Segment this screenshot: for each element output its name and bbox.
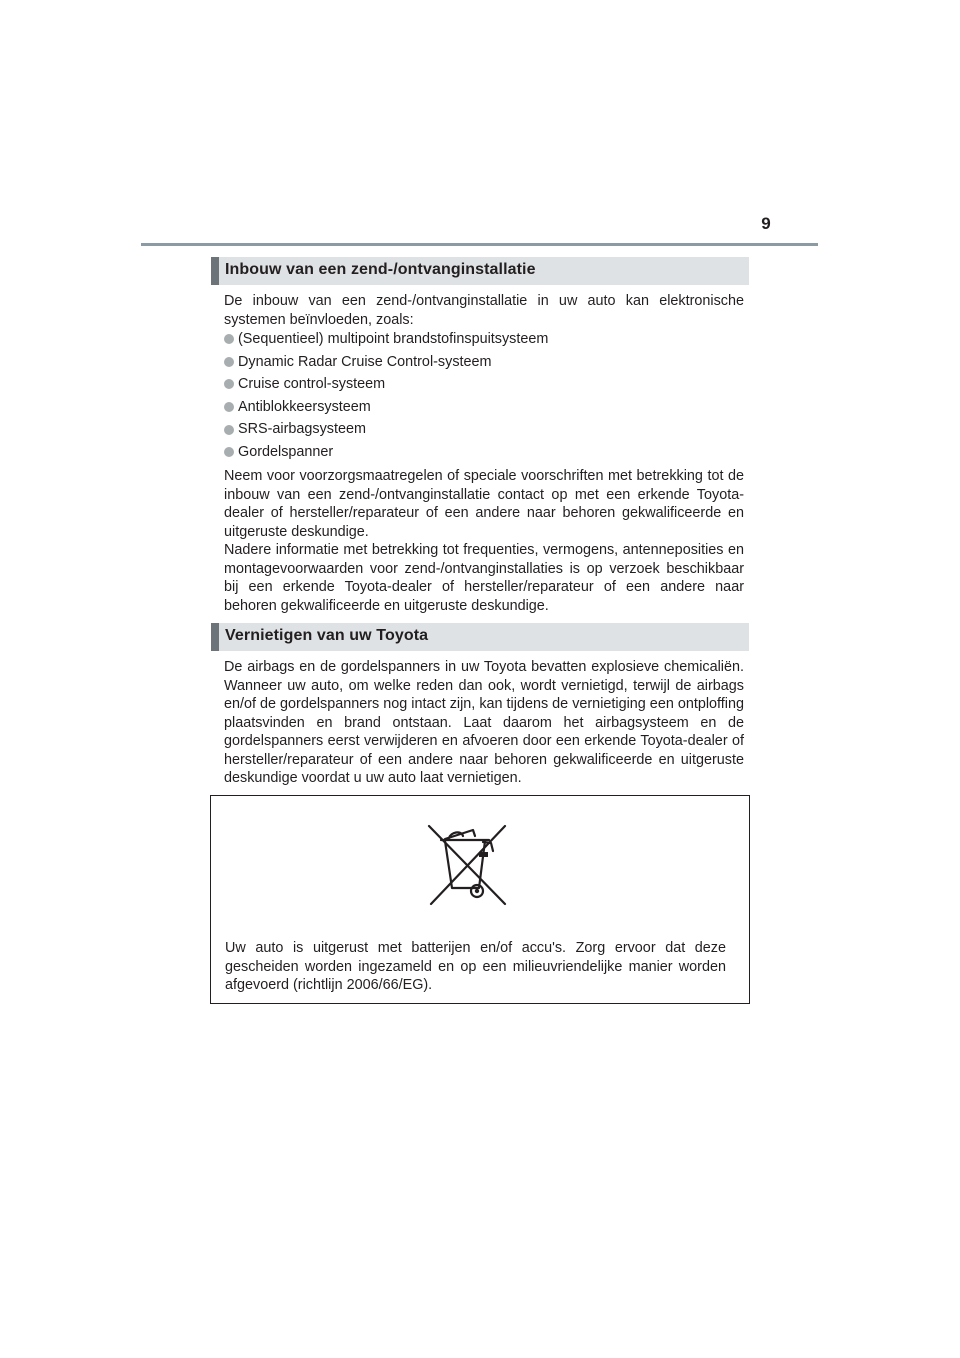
list-item <box>224 373 744 396</box>
list-item-label: Cruise control-systeem <box>238 376 386 393</box>
list-item <box>224 351 744 374</box>
crossed-out-wheelie-bin-icon <box>427 824 509 908</box>
section-heading-radio-installation <box>211 257 749 285</box>
affected-systems-list <box>224 328 744 464</box>
list-item <box>224 418 744 441</box>
section-heading-disposal <box>211 623 749 651</box>
notice-text: Uw auto is uitgerust met batterijen en/of accu's. Zorg ervoor dat deze gescheiden worden ingezameld en op een milieuvriendelijke manier worden afgevoerd (richtlijn 2006/66/EG). <box>225 940 726 993</box>
section1-intro <box>224 292 744 329</box>
section1-paragraph-2 <box>224 541 744 615</box>
body-paragraph: Neem voor voorzorgsmaatregelen of speciale voorschriften met betrekking tot de inbouw van een zend-/ontvanginstallatie contact op met een erkende Toyota-dealer of hersteller/reparateur of een andere naar behoren gekwalificeerde en uitgeruste deskundige. <box>224 468 744 540</box>
list-item <box>224 328 744 351</box>
intro-paragraph: De inbouw van een zend-/ontvanginstallatie in uw auto kan elektronische systemen beïnvloeden, zoals: <box>224 293 744 328</box>
list-item <box>224 441 744 464</box>
section2-paragraph <box>224 658 744 788</box>
bullet-icon <box>224 425 234 435</box>
section-heading-bar <box>211 257 219 285</box>
section-title: Inbouw van een zend-/ontvanginstallatie <box>225 261 536 278</box>
section1-paragraph-1 <box>224 467 744 541</box>
bullet-icon <box>224 447 234 457</box>
bullet-icon <box>224 357 234 367</box>
body-paragraph: Nadere informatie met betrekking tot frequenties, vermogens, antenneposities en montagevoorwaarden voor zend-/ontvanginstallaties is op verzoek beschikbaar bij een erkende Toyota-dealer of hersteller/reparateur of een andere naar behoren gekwalificeerde en uitgeruste deskundige. <box>224 542 744 614</box>
body-paragraph: De airbags en de gordelspanners in uw Toyota bevatten explosieve chemicaliën. Wanneer uw auto, om welke reden dan ook, wordt vernietigd, terwijl de airbags en/of de gordelspanners nog intact zijn, kan tijdens de vernietiging een ontploffing plaatsvinden en brand ontstaan. Laat daarom het airbagsysteem en de gordelspanners eerst verwijderen en afvoeren door een erkende Toyota-dealer of hersteller/reparateur of een andere naar behoren gekwalificeerde en uitgeruste deskundige voordat u uw auto laat vernietigen. <box>224 659 744 786</box>
list-item-label: Antiblokkeersysteem <box>238 398 371 415</box>
section-title: Vernietigen van uw Toyota <box>225 627 429 644</box>
page-number: 9 <box>761 214 771 233</box>
bullet-icon <box>224 334 234 344</box>
bullet-icon <box>224 379 234 389</box>
list-item <box>224 396 744 419</box>
section-heading-bar <box>211 623 219 651</box>
list-item-label: Gordelspanner <box>238 443 334 460</box>
battery-disposal-notice <box>210 795 750 1004</box>
bullet-icon <box>224 402 234 412</box>
list-item-label: SRS-airbagsysteem <box>238 421 366 438</box>
list-item-label: (Sequentieel) multipoint brandstofinspuitsysteem <box>238 331 549 347</box>
list-item-label: Dynamic Radar Cruise Control-systeem <box>238 353 492 370</box>
header-rule <box>141 243 818 246</box>
